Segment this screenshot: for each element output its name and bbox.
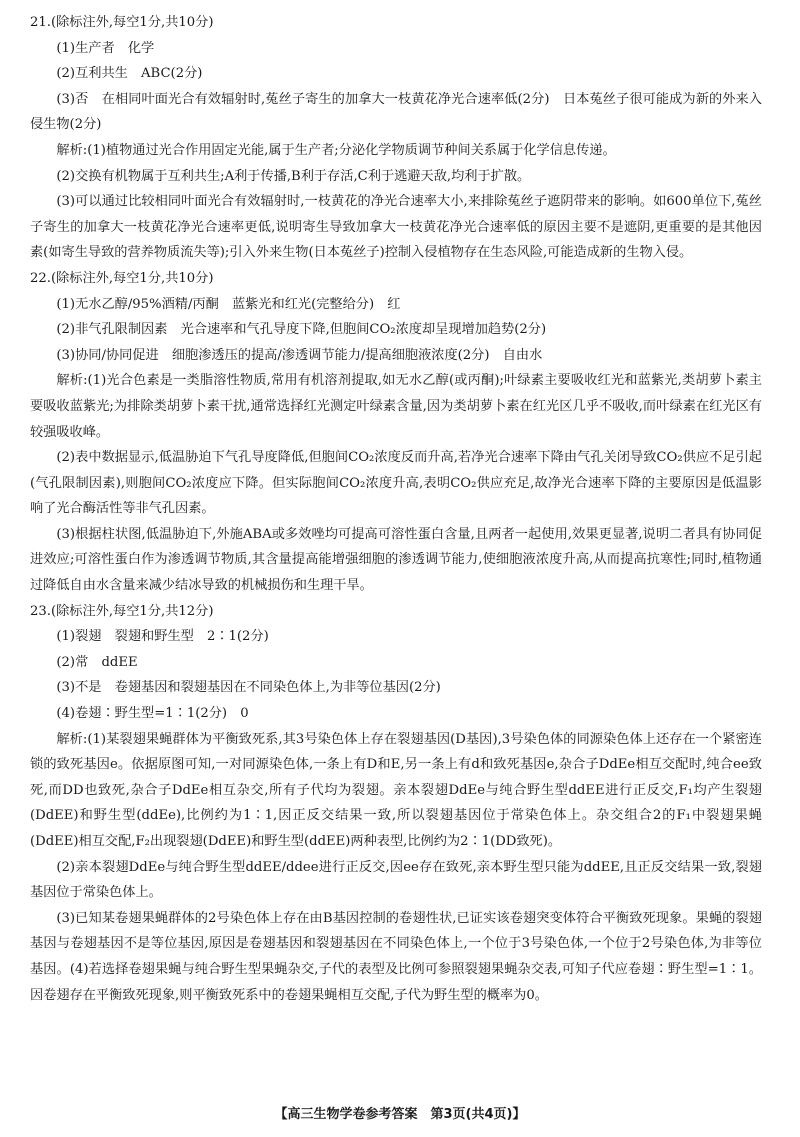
q21-answer-1: (1)生产者 化学 — [56, 40, 155, 56]
q23-answer-4: (4)卷翅∶野生型=1∶1(2分) 0 — [56, 706, 249, 722]
question-21 — [30, 10, 762, 266]
q21-answer-2: (2)互利共生 ABC(2分) — [56, 66, 203, 82]
q21-analysis-1: 解析:(1)植物通过光合作用固定光能,属于生产者;分泌化学物质调节种间关系属于化学信息传递。 — [56, 142, 616, 158]
q22-analysis-1: 解析:(1)光合色素是一类脂溶性物质,常用有机溶剂提取,如无水乙醇(或丙酮);叶绿素主要吸收红光和蓝紫光,类胡萝卜素主要吸收蓝紫光;为排除类胡萝卜素干扰,通常选择红光测定叶绿素含量,因为类胡萝卜素在红光区几乎不吸收,而叶绿素在红光区有较强吸收峰。 — [30, 373, 762, 440]
q23-analysis-3: (3)已知某卷翅果蝇群体的2号染色体上存在由B基因控制的卷翅性状,已证实该卷翅突变体符合平衡致死现象。果蝇的裂翅基因与卷翅基因不是等位基因,原因是卷翅基因和裂翅基因在不同染色体上,一个位于3号染色体,一个位于2号染色体,为非等位基因。(4)若选择卷翅果蝇与纯合野生型果蝇杂交,子代的表型及比例可参照裂翅果蝇杂交表,可知子代应卷翅∶野生型=1∶1。因卷翅存在平衡致死现象,则平衡致死系中的卷翅果蝇相互交配,子代为野生型的概率为0。 — [30, 910, 762, 1003]
q21-analysis-3: (3)可以通过比较相同叶面光合有效辐射时,一枝黄花的净光合速率大小,来排除菟丝子遮阴带来的影响。如600单位下,菟丝子寄生的加拿大一枝黄花净光合速率更低,说明寄生导致加拿大一枝黄花净光合速率低的原因主要不是遮阴,更重要的是其他因素(如寄生导致的营养物质流失等);引入外来生物(日本菟丝子)控制入侵植物存在生态风险,可能造成新的生物入侵。 — [30, 194, 762, 261]
q23-analysis-2: (2)亲本裂翅DdEe与纯合野生型ddEE/ddee进行正反交,因ee存在致死,亲本野生型只能为ddEE,且正反交结果一致,裂翅基因位于常染色体上。 — [30, 859, 762, 901]
question-22 — [30, 266, 762, 599]
q23-answer-3: (3)不是 卷翅基因和裂翅基因在不同染色体上,为非等位基因(2分) — [56, 680, 441, 696]
q21-header: 21.(除标注外,每空1分,共10分) — [30, 15, 214, 30]
q22-analysis-2: (2)表中数据显示,低温胁迫下气孔导度降低,但胞间CO₂浓度反而升高,若净光合速率下降由气孔关闭导致CO₂供应不足引起(气孔限制因素),则胞间CO₂浓度应下降。但实际胞间CO₂浓度升高,表明CO₂供应充足,故净光合速率下降的主要原因是低温影响了光合酶活性等非气孔因素。 — [30, 450, 762, 517]
q23-header: 23.(除标注外,每空1分,共12分) — [30, 603, 214, 619]
page-footer: 【高三生物学卷参考答案 第3页(共4页)】 — [274, 1107, 526, 1122]
q23-answer-2: (2)常 ddEE — [56, 654, 138, 670]
q21-answer-3: (3)否 在相同叶面光合有效辐射时,菟丝子寄生的加拿大一枝黄花净光合速率低(2分) 日本菟丝子很可能成为新的外来入侵生物(2分) — [30, 91, 762, 133]
q22-analysis-3: (3)根据柱状图,低温胁迫下,外施ABA或多效唑均可提高可溶性蛋白含量,且两者一起使用,效果更显著,说明二者具有协同促进效应;可溶性蛋白作为渗透调节物质,其含量提高能增强细胞的渗透调节能力,使细胞液浓度升高,从而提高抗寒性;同时,植物通过降低自由水含量来减少结冰导致的机械损伤和生理干旱。 — [30, 526, 762, 594]
question-23 — [30, 599, 762, 1009]
q23-analysis-1: 解析:(1)某裂翅果蝇群体为平衡致死系,其3号染色体上存在裂翅基因(D基因),3号染色体的同源染色体上还存在一个紧密连锁的致死基因e。依据原图可知,一对同源染色体,一条上有D和E,另一条上有d和致死基因e,杂合子DdEe相互交配时,纯合ee致死,而DD也致死,杂合子DdEe相互杂交,所有子代均为裂翅。亲本裂翅DdEe与纯合野生型ddEE进行正反交,F₁均产生裂翅(DdEE)和野生型(ddEe),比例约为1∶1,因正反交结果一致,所以裂翅基因位于常染色体上。杂交组合2的F₁中裂翅果蝇(DdEE)相互交配,F₂出现裂翅(DdEE)和野生型(ddEE)两种表型,比例约为2∶1(DD致死)。 — [30, 731, 762, 849]
q22-answer-2: (2)非气孔限制因素 光合速率和气孔导度下降,但胞间CO₂浓度却呈现增加趋势(2分) — [56, 322, 547, 338]
q22-answer-3: (3)协同/协同促进 细胞渗透压的提高/渗透调节能力/提高细胞液浓度(2分) 自由水 — [56, 347, 543, 363]
q21-analysis-2: (2)交换有机物属于互利共生;A利于传播,B利于存活,C利于逃避天敌,均利于扩散。 — [56, 168, 531, 184]
q23-answer-1: (1)裂翅 裂翅和野生型 2∶1(2分) — [56, 629, 269, 645]
q22-answer-1: (1)无水乙醇/95%酒精/丙酮 蓝紫光和红光(完整给分) 红 — [56, 296, 401, 312]
q22-header: 22.(除标注外,每空1分,共10分) — [30, 270, 214, 286]
